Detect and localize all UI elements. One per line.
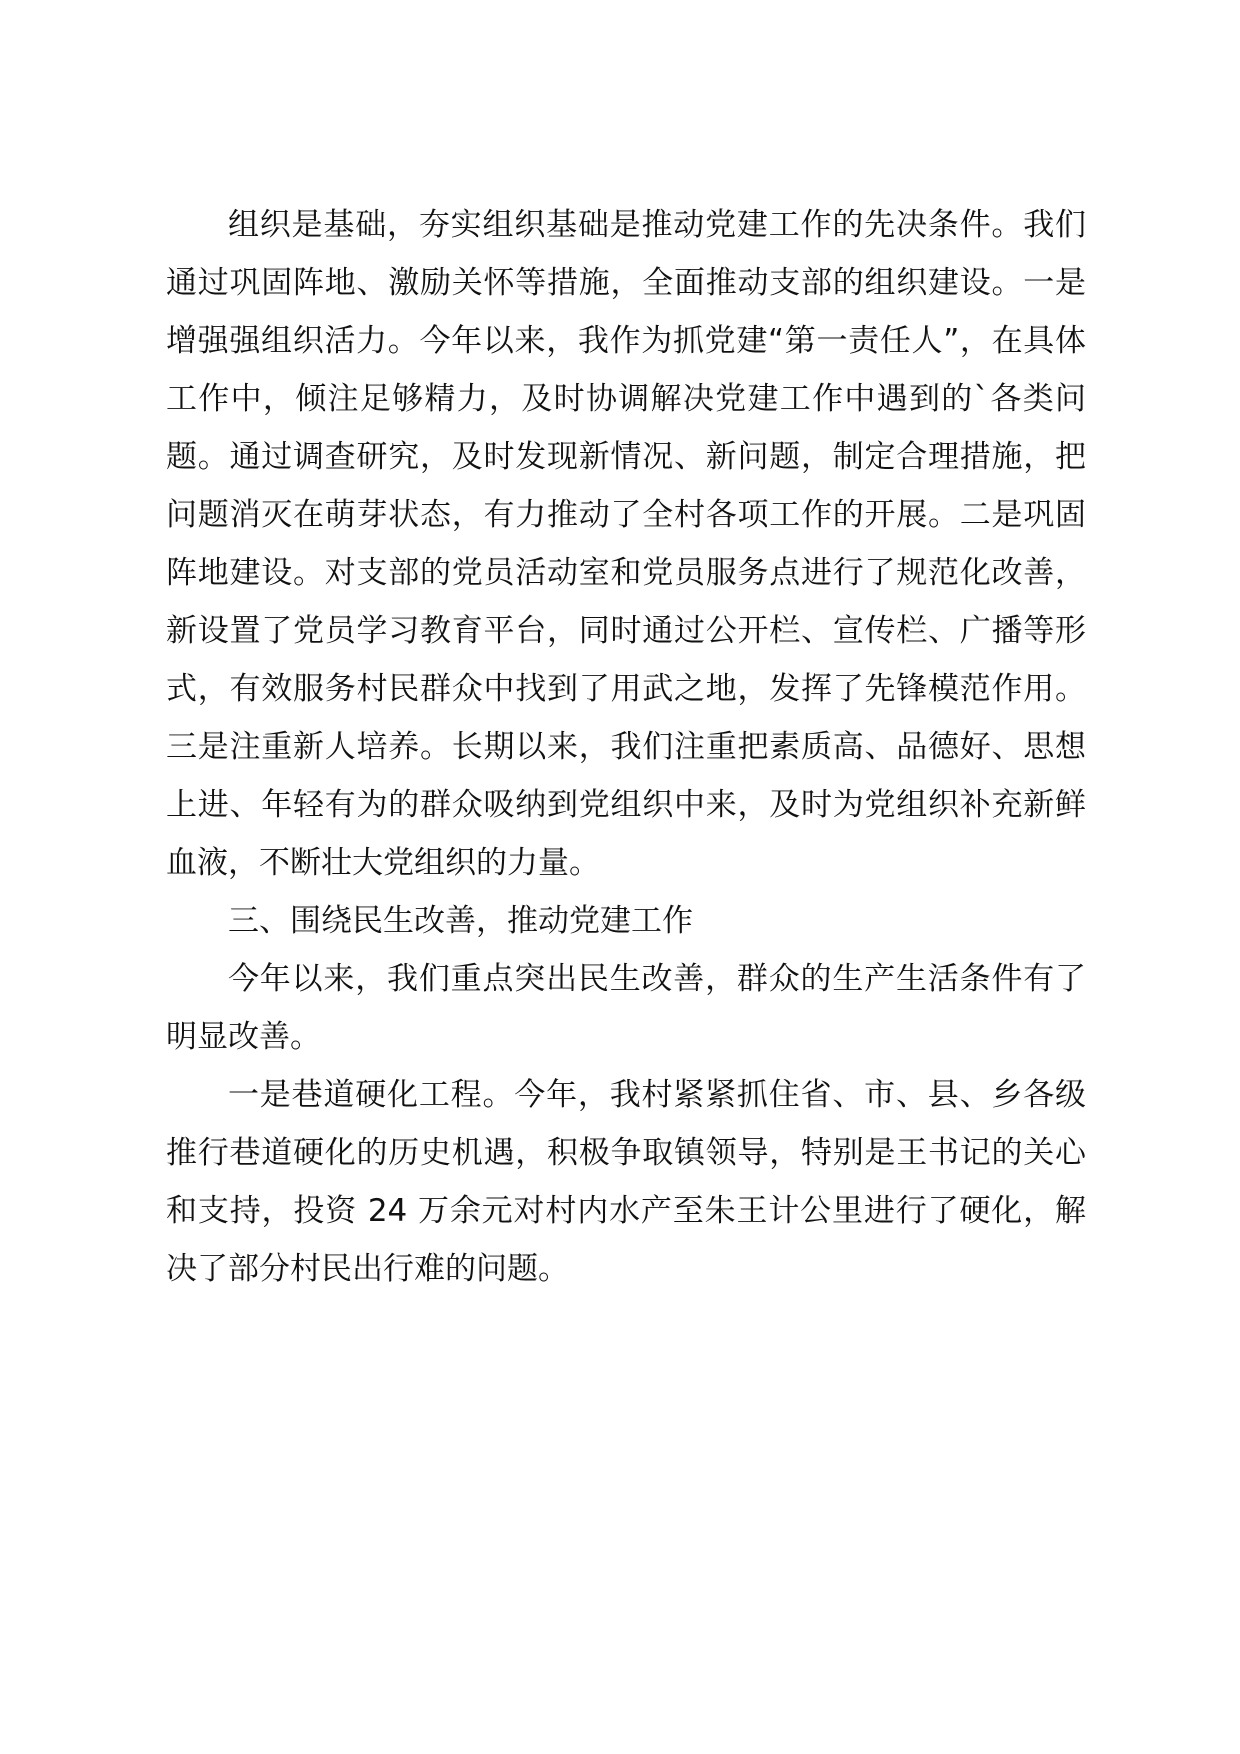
paragraph-road-hardening: 一是巷道硬化工程。今年，我村紧紧抓住省、市、县、乡各级推行巷道硬化的历史机遇，积极争取镇领导，特别是王书记的关心和支持，投资 24 万余元对村内水产至朱王计公里进行了硬化，解决了部分村民出行难的问题。 bbox=[166, 1077, 1086, 1287]
paragraph-organization: 组织是基础，夯实组织基础是推动党建工作的先决条件。我们通过巩固阵地、激励关怀等措施，全面推动支部的组织建设。一是增强强组织活力。今年以来，我作为抓党建“第一责任人”，在具体工作中，倾注足够精力，及时协调解决党建工作中遇到的`各类问题。通过调查研究，及时发现新情况、新问题，制定合理措施，把问题消灭在萌芽状态，有力推动了全村各项工作的开展。二是巩固阵地建设。对支部的党员活动室和党员服务点进行了规范化改善，新设置了党员学习教育平台，同时通过公开栏、宣传栏、广播等形式，有效服务村民群众中找到了用武之地，发挥了先锋模范作用。三是注重新人培养。长期以来，我们注重把素质高、品德好、思想上进、年轻有为的群众吸纳到党组织中来，及时为党组织补充新鲜血液，不断壮大党组织的力量。 bbox=[166, 207, 1086, 881]
document-body bbox=[166, 196, 1086, 1298]
paragraph-livelihood-intro: 今年以来，我们重点突出民生改善，群众的生产生活条件有了明显改善。 bbox=[166, 961, 1086, 1055]
section-heading-livelihood: 三、围绕民生改善，推动党建工作 bbox=[228, 903, 693, 939]
